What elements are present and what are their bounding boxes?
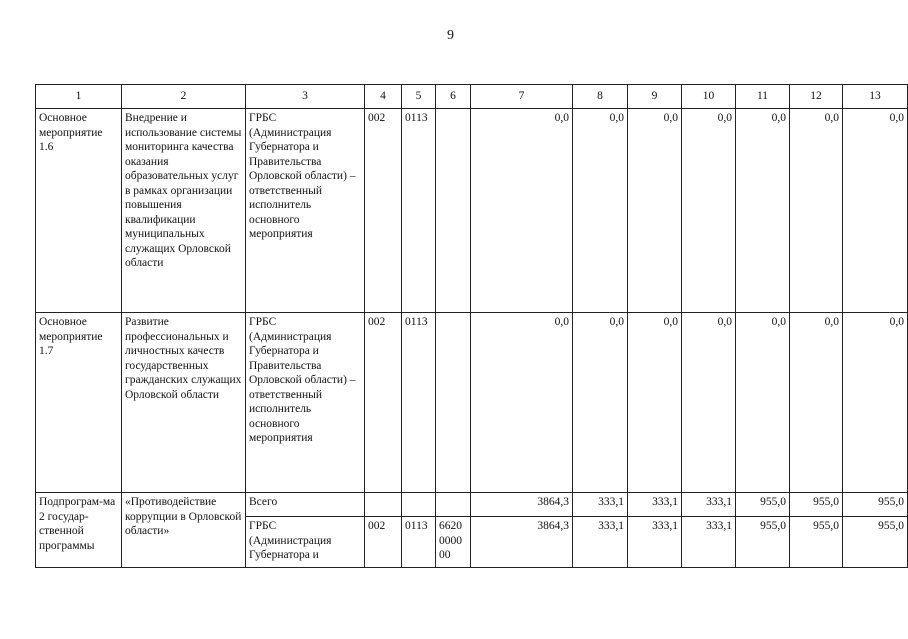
value-cell: 0,0 (471, 313, 573, 493)
value-cell: 333,1 (628, 517, 682, 568)
value-cell: 3864,3 (471, 517, 573, 568)
column-header: 8 (573, 85, 628, 109)
column-header: 3 (246, 85, 365, 109)
column-header: 11 (736, 85, 790, 109)
column-header: 6 (436, 85, 471, 109)
code-cell (365, 493, 402, 517)
code-cell (436, 493, 471, 517)
value-cell: 955,0 (736, 517, 790, 568)
value-cell: 0,0 (471, 109, 573, 313)
value-cell: 0,0 (790, 109, 843, 313)
value-cell: 955,0 (736, 493, 790, 517)
value-cell: 3864,3 (471, 493, 573, 517)
measure-name-cell: Основное мероприятие 1.6 (36, 109, 122, 313)
code-cell: 0113 (402, 313, 436, 493)
value-cell: 0,0 (573, 109, 628, 313)
column-header: 13 (843, 85, 908, 109)
value-cell: 955,0 (790, 493, 843, 517)
total-label-cell: Всего (246, 493, 365, 517)
value-cell: 0,0 (573, 313, 628, 493)
code-cell: 002 (365, 313, 402, 493)
value-cell: 955,0 (843, 517, 908, 568)
column-header: 7 (471, 85, 573, 109)
subprogram-title-cell: «Противодействие коррупции в Орловской области» (122, 493, 246, 568)
column-header: 10 (682, 85, 736, 109)
value-cell: 333,1 (573, 493, 628, 517)
table-row (36, 313, 908, 493)
table-row (36, 109, 908, 313)
budget-table (35, 84, 908, 568)
code-cell (436, 109, 471, 313)
column-header: 4 (365, 85, 402, 109)
column-header: 5 (402, 85, 436, 109)
code-cell: 6620 0000 00 (436, 517, 471, 568)
value-cell: 0,0 (790, 313, 843, 493)
code-cell: 002 (365, 517, 402, 568)
value-cell: 0,0 (628, 313, 682, 493)
value-cell: 0,0 (628, 109, 682, 313)
measure-name-cell: Основное мероприятие 1.7 (36, 313, 122, 493)
code-cell: 0113 (402, 517, 436, 568)
value-cell: 333,1 (682, 493, 736, 517)
value-cell: 955,0 (790, 517, 843, 568)
value-cell: 0,0 (736, 313, 790, 493)
code-cell: 0113 (402, 109, 436, 313)
value-cell: 333,1 (573, 517, 628, 568)
value-cell: 333,1 (682, 517, 736, 568)
value-cell: 0,0 (736, 109, 790, 313)
value-cell: 955,0 (843, 493, 908, 517)
column-header: 9 (628, 85, 682, 109)
page-number: 9 (447, 28, 454, 43)
column-header: 2 (122, 85, 246, 109)
table-row (36, 493, 908, 517)
value-cell: 0,0 (682, 109, 736, 313)
value-cell: 0,0 (843, 109, 908, 313)
column-header: 12 (790, 85, 843, 109)
executor-cell: ГРБС (Администрация Губернатора и Правительства Орловской области) – ответственный исполнитель основного мероприятия (246, 313, 365, 493)
header-row (36, 85, 908, 109)
executor-cell: ГРБС (Администрация Губернатора и (246, 517, 365, 568)
value-cell: 333,1 (628, 493, 682, 517)
measure-title-cell: Развитие профессиональных и личностных качеств государственных гражданских служащих Орловской области (122, 313, 246, 493)
subprogram-name-cell: Подпрограм-ма 2 государ-ственной программы (36, 493, 122, 568)
value-cell: 0,0 (843, 313, 908, 493)
code-cell (436, 313, 471, 493)
code-cell (402, 493, 436, 517)
code-cell: 002 (365, 109, 402, 313)
value-cell: 0,0 (682, 313, 736, 493)
column-header: 1 (36, 85, 122, 109)
measure-title-cell: Внедрение и использование системы мониторинга качества оказания образовательных услуг в рамках организации повышения квалификации муниципальных служащих Орловской области (122, 109, 246, 313)
executor-cell: ГРБС (Администрация Губернатора и Правительства Орловской области) – ответственный исполнитель основного мероприятия (246, 109, 365, 313)
